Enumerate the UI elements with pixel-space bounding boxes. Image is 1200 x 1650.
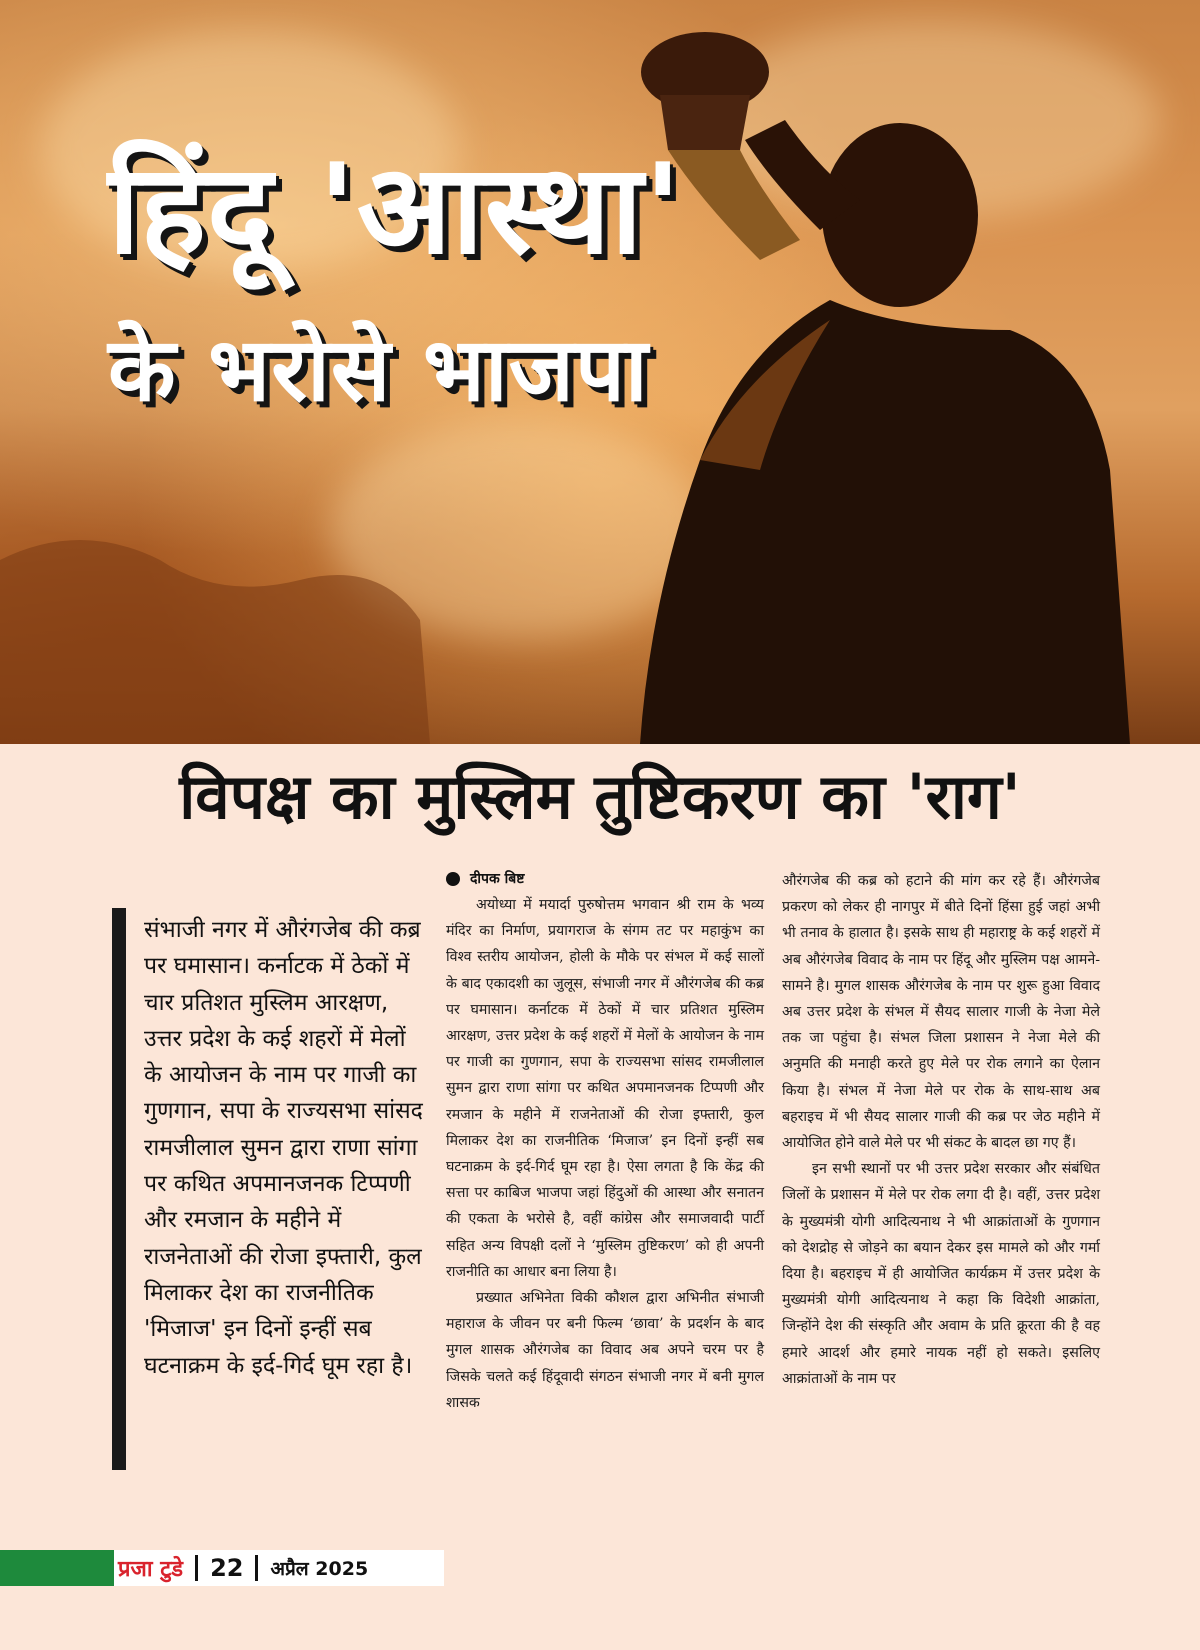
footer-divider [195, 1555, 198, 1581]
byline [446, 868, 764, 890]
hero-title-line2: के भरोसे भाजपा [108, 318, 649, 421]
footer-accent-bar [0, 1550, 114, 1586]
pull-quote: संभाजी नगर में औरंगजेब की कब्र पर घमासान। कर्नाटक में ठेकों में चार प्रतिशत मुस्लिम आरक्षण, उत्तर प्रदेश के कई शहरों में मेलों के आयोजन के नाम पर गाजी का गुणगान, सपा के राज्यसभा सांसद रामजीलाल सुमन द्वारा राणा सांगा पर कथित अपमानजनक टिप्पणी और रमजान के महीने में राजनेताओं की रोजा इफ्तारी, कुल मिलाकर देश का राजनीतिक 'मिजाज' इन दिनों इन्हीं सब घटनाक्रम के इर्द-गिर्द घूम रहा है। [144, 917, 423, 1379]
issue-date: अप्रैल 2025 [270, 1558, 369, 1580]
byline-author: दीपक बिष्ट [470, 871, 525, 887]
pull-quote-bar [112, 908, 126, 1470]
paragraph: इन सभी स्थानों पर भी उत्तर प्रदेश सरकार और संबंधित जिलों के प्रशासन में मेले पर रोक लगा दी है। वहीं, उत्तर प्रदेश के मुख्यमंत्री योगी आदित्यनाथ ने भी आक्रांताओं के गुणगान को देशद्रोह से जोड़ने का बयान देकर इस मामले को और गर्मा दिया है। बहराइच में ही आयोजित कार्यक्रम में उत्तर प्रदेश के मुख्यमंत्री योगी आदित्यनाथ ने कहा कि विदेशी आक्रांता, जिन्होंने देश की संस्कृति और अवाम के प्रति क्रूरता की है वह हमारे आदर्श और हमारे नायक नहीं हो सकते। इसलिए आक्रांताओं के नाम पर [782, 1161, 1100, 1387]
paragraph: अयोध्या में मयार्दा पुरुषोत्तम भगवान श्री राम के भव्य मंदिर का निर्माण, प्रयागराज के संगम तट पर महाकुंभ का विश्व स्तरीय आयोजन, होली के मौके पर संभल में कई सालों के बाद एकादशी का जुलूस, संभाजी नगर में औरंगजेब की कब्र पर घमासान। कर्नाटक में ठेकों में चार प्रतिशत मुस्लिम आरक्षण, उत्तर प्रदेश के कई शहरों में मेलों के आयोजन के नाम पर गाजी का गुणगान, सपा के राज्यसभा सांसद रामजीलाल सुमन द्वारा राणा सांगा पर कथित अपमानजनक टिप्पणी और रमजान के महीने में राजनेताओं की रोजा इफ्तारी, कुल मिलाकर देश का राजनीतिक ‘मिजाज’ इन दिनों इन्हीं सब घटनाक्रम के इर्द-गिर्द घूम रहा है। ऐसा लगता है कि केंद्र की सत्ता पर काबिज भाजपा जहां हिंदुओं की आस्था और सनातन की एकता के भरोसे है, वहीं कांग्रेस और समाजवादी पार्टी सहित अन्य विपक्षी दलों ने ‘मुस्लिम तुष्टिकरण’ को ही अपनी राजनीति का आधार बना लिया है। [446, 897, 764, 1280]
footer-divider [255, 1555, 258, 1581]
hero-title-line1: हिंदू 'आस्था' [108, 138, 683, 282]
article-column-1 [446, 868, 764, 1416]
footer-folio [114, 1550, 444, 1586]
sub-headline: विपक्ष का मुस्लिम तुष्टिकरण का 'राग' [179, 760, 1021, 833]
hero-photo [0, 0, 1200, 744]
paragraph: प्रख्यात अभिनेता विकी कौशल द्वारा अभिनीत संभाजी महाराज के जीवन पर बनी फिल्म ‘छावा’ के प्रदर्शन के बाद मुगल शासक औरंगजेब का विवाद अब अपने चरम पर है जिसके चलते कई हिंदूवादी संगठन संभाजी नगर में बनी मुगल शासक [446, 1290, 764, 1411]
paragraph: औरंगजेब की कब्र को हटाने की मांग कर रहे हैं। औरंगजेब प्रकरण को लेकर ही नागपुर में बीते दिनों हिंसा हुई जहां अभी भी तनाव के हालात है। इसके साथ ही महाराष्ट्र के कई शहरों में अब औरंगजेब विवाद के नाम पर हिंदू और मुस्लिम पक्ष आमने-सामने है। मुगल शासक औरंगजेब के नाम पर शुरू हुआ विवाद अब उत्तर प्रदेश के संभल में सैयद सालार गाजी के नेजा मेले तक जा पहुंचा है। संभल जिला प्रशासन ने नेजा मेले की अनुमति की मनाही करते हुए मेले पर रोक लगाने का ऐलान किया है। संभल में नेजा मेले पर रोक के साथ-साथ अब बहराइच में भी सैयद सालार गाजी की कब्र पर जेठ महीने में आयोजित होने वाले मेले पर भी संकट के बादल छा गए हैं। [782, 873, 1100, 1152]
footer-brand: प्रजा टुडे [118, 1557, 184, 1582]
article-column-2 [782, 868, 1100, 1392]
page-number: 22 [210, 1554, 244, 1582]
bullet-icon [446, 872, 460, 886]
